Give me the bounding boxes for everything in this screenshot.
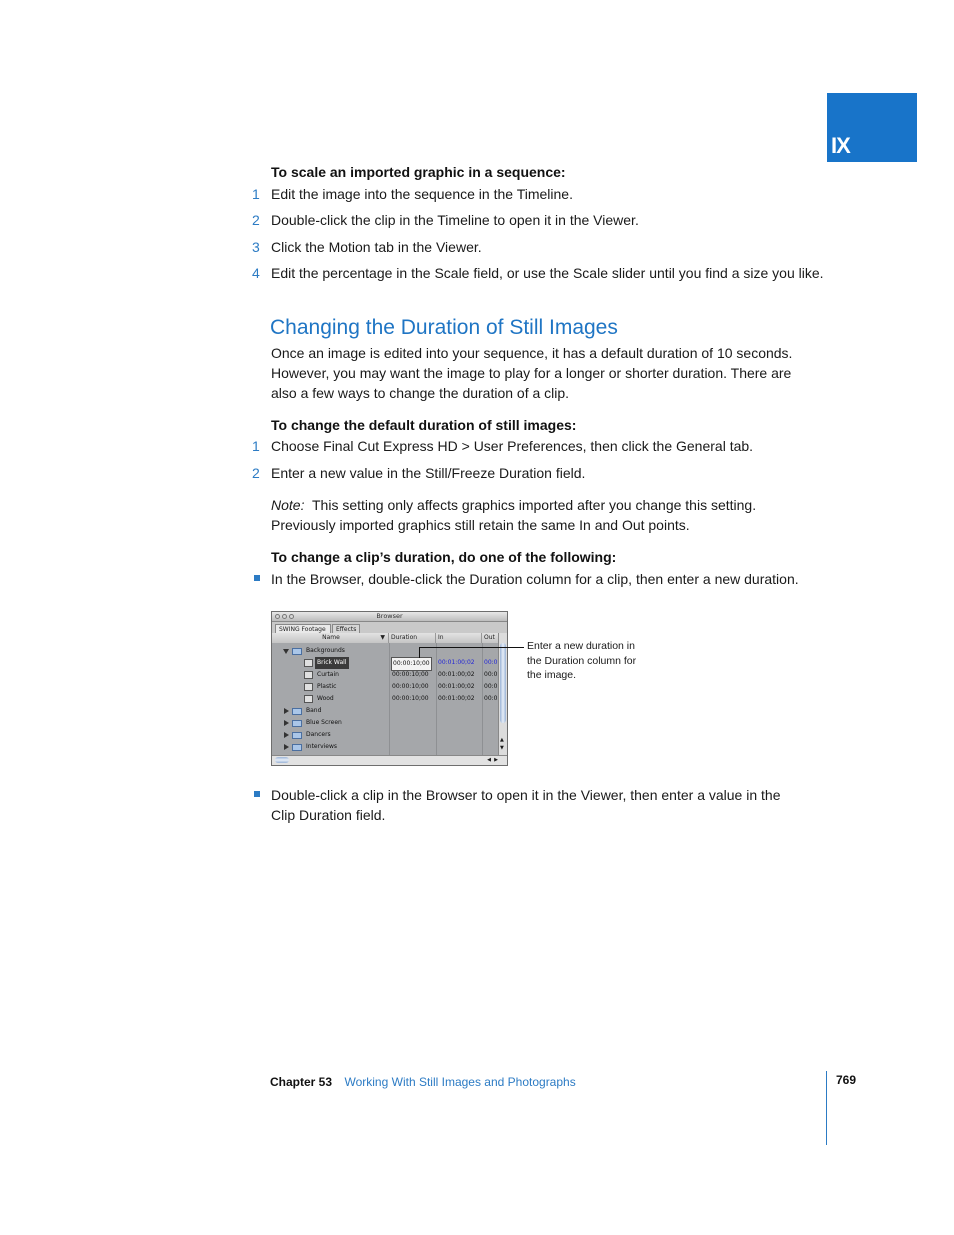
folder-icon	[292, 744, 302, 751]
step-text: Edit the percentage in the Scale field, or use the Scale slider until you find a size you like.	[271, 265, 824, 281]
clip-icon	[304, 659, 313, 667]
scroll-left-arrow-icon: ◀	[487, 757, 491, 763]
part-tab	[827, 93, 917, 162]
callout-text: the image.	[527, 669, 577, 681]
step-item	[252, 264, 852, 282]
browser-row: Curtain 00:00:10;00 00:01:00;02 00:0	[272, 669, 501, 681]
figure-callout	[527, 639, 657, 683]
bullet-text: In the Browser, double-click the Duration column for a clip, then enter a new duration.	[271, 571, 799, 587]
task-heading-default-duration: To change the default duration of still images:	[271, 417, 577, 433]
browser-row: Plastic 00:00:10;00 00:01:00;02 00:0	[272, 681, 501, 693]
step-number: 1	[252, 438, 260, 454]
vertical-scrollbar	[498, 633, 507, 757]
disclosure-open-icon	[283, 649, 289, 654]
tab-swing-footage: SWING Footage	[275, 624, 331, 633]
scroll-up-arrow-icon: ▲	[500, 737, 504, 743]
browser-row: Brick Wall 00:00:10;00 00:01:00;02 00:0	[272, 657, 501, 669]
note-text: This setting only affects graphics imported after you change this setting.	[312, 497, 757, 513]
step-text: Click the Motion tab in the Viewer.	[271, 239, 482, 255]
step-item	[252, 211, 852, 229]
task-heading-clip-duration: To change a clip’s duration, do one of the following:	[271, 549, 617, 565]
note-label: Note:	[271, 497, 305, 513]
callout-line	[419, 647, 420, 658]
bullet-icon	[254, 791, 260, 797]
clip-icon	[304, 671, 313, 679]
browser-row: Dancers	[272, 729, 501, 741]
step-item	[252, 238, 852, 256]
footer-chapter-info	[270, 1073, 576, 1091]
browser-row: Backgrounds	[272, 645, 501, 657]
section-intro	[271, 343, 831, 403]
callout-text: Enter a new duration in	[527, 640, 635, 652]
step-text: Double-click the clip in the Timeline to open it in the Viewer.	[271, 212, 639, 228]
step-text: Enter a new value in the Still/Freeze Duration field.	[271, 465, 586, 481]
column-duration: Duration	[389, 633, 436, 643]
disclosure-closed-icon	[284, 732, 289, 738]
column-in: In	[436, 633, 482, 643]
duration-edit-field: 00:00:10;00	[391, 657, 432, 671]
browser-row: Blue Screen	[272, 717, 501, 729]
chapter-title: Working With Still Images and Photographs	[344, 1075, 576, 1089]
step-number: 3	[252, 239, 260, 255]
step-number: 2	[252, 212, 260, 228]
bullet-item	[271, 785, 841, 825]
note-text: Previously imported graphics still retain the same In and Out points.	[271, 517, 690, 533]
disclosure-closed-icon	[284, 744, 289, 750]
footer-divider	[826, 1071, 827, 1145]
step-text: Choose Final Cut Express HD > User Preferences, then click the General tab.	[271, 438, 754, 454]
step-item	[252, 464, 852, 482]
browser-list	[272, 643, 501, 757]
scroll-thumb	[275, 757, 289, 763]
step-number: 4	[252, 265, 260, 281]
step-number: 2	[252, 465, 260, 481]
column-out: Out	[482, 633, 501, 643]
note	[271, 495, 831, 535]
part-label: IX	[831, 133, 850, 158]
step-number: 1	[252, 186, 260, 202]
page-number: 769	[836, 1073, 857, 1087]
browser-title-bar	[272, 612, 507, 622]
column-name: Name ▼	[272, 633, 389, 643]
step-item	[252, 185, 852, 203]
scroll-thumb	[500, 643, 506, 723]
clip-icon	[304, 695, 313, 703]
step-text: Edit the image into the sequence in the Timeline.	[271, 186, 573, 202]
tab-effects: Effects	[332, 624, 360, 633]
bullet-item	[271, 569, 841, 589]
disclosure-closed-icon	[284, 708, 289, 714]
bullet-text: Double-click a clip in the Browser to open it in the Viewer, then enter a value in the	[271, 787, 781, 803]
browser-row: Band	[272, 705, 501, 717]
browser-row: Interviews	[272, 741, 501, 753]
browser-title: Browser	[376, 612, 403, 620]
clip-icon	[304, 683, 313, 691]
browser-window-screenshot	[271, 611, 508, 766]
scroll-right-arrow-icon: ▶	[494, 757, 498, 763]
intro-line: also a few ways to change the duration of a clip.	[271, 385, 570, 401]
intro-line: However, you may want the image to play for a longer or shorter duration. There are	[271, 365, 792, 381]
folder-icon	[292, 732, 302, 739]
scroll-down-arrow-icon: ▼	[500, 745, 504, 751]
callout-text: the Duration column for	[527, 654, 637, 667]
section-title: Changing the Duration of Still Images	[270, 316, 618, 339]
sort-arrow-icon: ▼	[380, 634, 385, 641]
task-heading-scale: To scale an imported graphic in a sequence:	[271, 164, 566, 180]
disclosure-closed-icon	[284, 720, 289, 726]
bullet-icon	[254, 575, 260, 581]
folder-icon	[292, 648, 302, 655]
callout-line	[419, 647, 524, 648]
bullet-text: Clip Duration field.	[271, 807, 386, 823]
folder-icon	[292, 720, 302, 727]
step-item	[252, 437, 852, 455]
chapter-number: Chapter 53	[270, 1075, 333, 1089]
intro-line: Once an image is edited into your sequence, it has a default duration of 10 seconds.	[271, 345, 793, 361]
browser-row: Wood 00:00:10;00 00:01:00;02 00:0	[272, 693, 501, 705]
horizontal-scrollbar	[272, 755, 507, 765]
browser-tabs	[272, 622, 507, 633]
folder-icon	[292, 708, 302, 715]
